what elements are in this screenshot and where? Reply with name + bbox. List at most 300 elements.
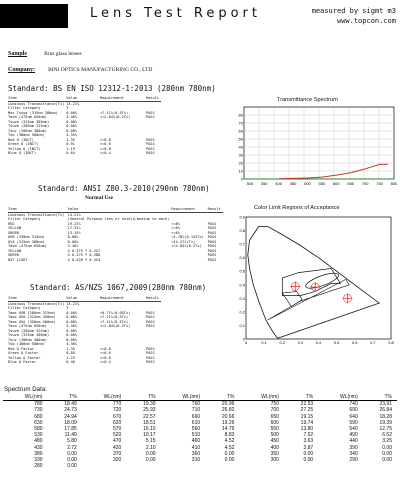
- x-tick-label: 0.7: [370, 340, 376, 345]
- x-tick-label: 650: [347, 181, 355, 186]
- y-tick-label: 0.6: [239, 255, 245, 261]
- spectrum-cell: [318, 463, 363, 469]
- table-cell: 0.64: [66, 151, 75, 155]
- table-cell: <=2.84%(0.2Tv): [99, 115, 131, 119]
- spectrum-column-header: T%: [48, 394, 82, 401]
- spectrum-cell: 600: [270, 419, 279, 426]
- y-tick-label: 0.3: [239, 295, 245, 301]
- spectrum-column-header: T%: [205, 394, 239, 401]
- table-cell: <14.27%(Tv): [171, 239, 196, 244]
- spectrum-cell: 0.00: [67, 450, 77, 457]
- table-cell: 0.00%: [66, 328, 78, 333]
- table-cell: PASS: [145, 142, 155, 146]
- table-cell: Blue Q Factor: [8, 360, 37, 364]
- table-cell: <7.11%(0.5Tv): [99, 315, 129, 319]
- table-cell: <0.71%(0.05Tv): [99, 310, 131, 315]
- table-cell: Tsuva (315nm 380nm): [8, 119, 50, 124]
- spectrum-cell: 570: [113, 426, 122, 433]
- table-cell: Luminous Transmittance(Tv): [8, 212, 65, 217]
- spectrum-data-title: Spectrum Data:: [4, 386, 47, 393]
- spectrum-cell: 6.52: [382, 432, 392, 439]
- spectrum-cell: 550: [270, 426, 279, 433]
- x-tick-label: 0.5: [333, 340, 340, 345]
- table-cell: >=6%: [171, 230, 181, 235]
- table-cell: Tmva (475nm 650nm): [8, 324, 47, 328]
- table-cell: Tsuv (280nm 400nm): [8, 337, 47, 342]
- section1-header-cell: Item: [8, 96, 66, 101]
- table-cell: Green Q Factor: [8, 351, 39, 355]
- spectrum-cell: 0.00: [303, 450, 314, 457]
- spectrum-cell: 540: [349, 426, 358, 433]
- table-cell: Tsuvb (280nm 315nm): [8, 124, 50, 128]
- section2-header-cell: Item: [8, 207, 68, 212]
- spectrum-row: [3, 401, 397, 408]
- spectrum-cell: 20.96: [221, 401, 235, 408]
- sample-label: Sample: [8, 51, 28, 57]
- x-tick-label: 0.2: [279, 340, 286, 345]
- spectrum-cell: 500: [270, 432, 279, 439]
- section3-header-cell: Value: [66, 296, 100, 301]
- spectrum-cell: 590: [349, 419, 358, 426]
- x-tick-label: 300: [246, 181, 254, 186]
- spectrum-cell: 630: [34, 419, 43, 426]
- table-cell: X 0.428 Y 0.424: [67, 257, 101, 262]
- table-cell: Tsuvb (280nm 315nm): [8, 328, 50, 333]
- spectrum-cell: 360: [191, 450, 201, 457]
- table-cell: 0.00%: [66, 310, 78, 315]
- section2-table: [8, 207, 223, 262]
- table-cell: 1.35: [66, 346, 75, 351]
- spectrum-cell: 18.51: [143, 419, 156, 426]
- x-tick-label: 0.1: [261, 340, 267, 345]
- spectrum-cell: 14.79: [221, 426, 235, 433]
- spectrum-cell: 350: [270, 450, 279, 457]
- x-tick-label: 400: [275, 181, 282, 186]
- spectrum-cell: 460: [191, 438, 201, 445]
- section2-header-cell: Value: [68, 207, 172, 212]
- spectrum-cell: 490: [349, 432, 358, 439]
- spectrum-column-header: WL(nm): [3, 394, 48, 401]
- spectrum-cell: 24.73: [64, 407, 77, 414]
- spectrum-cell: 2.72: [67, 444, 77, 451]
- table-cell: (General Purpose lens or shield,medium to dark): [67, 217, 170, 221]
- table-cell: Luminous Transmittance(Tv): [8, 301, 65, 306]
- table-cell: Max Tsuva (315nm 380nm): [8, 110, 58, 115]
- spectrum-row: [3, 463, 397, 469]
- spectrum-cell: 310: [191, 457, 201, 464]
- spectrum-cell: 650: [270, 413, 279, 420]
- colour-limit-chart: [232, 214, 398, 349]
- table-cell: 0.00%: [66, 319, 78, 324]
- table-cell: PASS: [145, 346, 155, 351]
- spectrum-cell: 22.53: [300, 401, 314, 408]
- x-tick-label: 700: [361, 181, 369, 186]
- section1-header-cell: Requirement: [100, 96, 146, 101]
- table-cell: 13.15%: [67, 230, 81, 235]
- x-tick-label: 350: [260, 181, 268, 186]
- table-cell: 19.23%: [67, 221, 81, 226]
- section2-subtitle: Normal Use: [85, 195, 113, 201]
- spectrum-cell: 740: [349, 401, 358, 408]
- table-cell: 14.21%: [66, 301, 80, 306]
- spectrum-cell: [82, 463, 127, 469]
- spectrum-column-header: WL(nm): [239, 394, 284, 401]
- section3-header-cell: Requirement: [100, 296, 146, 301]
- table-cell: X 0.375 Y 0.427: [67, 248, 101, 253]
- spectrum-cell: 0.00: [145, 457, 156, 464]
- table-cell: 14.21%: [66, 101, 80, 106]
- table-cell: YELLOW: [8, 226, 21, 230]
- spectrum-cell: [161, 463, 206, 469]
- table-cell: GREEN: [8, 230, 19, 235]
- spectrum-column-header: T%: [284, 394, 318, 401]
- table-cell: 1.35: [66, 137, 75, 142]
- y-tick-label: 10: [238, 168, 243, 174]
- y-tick-label: 0.1: [239, 322, 245, 328]
- table-cell: 1.23: [66, 355, 75, 360]
- x-tick-label: 550: [318, 181, 326, 186]
- y-tick-label: 40: [238, 144, 243, 150]
- table-cell: 14.21%: [67, 212, 81, 217]
- table-cell: 0.00%: [66, 110, 78, 115]
- table-cell: <1.78%(0.125Tv): [171, 235, 204, 239]
- spectrum-cell: 18.49: [64, 401, 77, 408]
- spectrum-cell: 750: [270, 401, 279, 408]
- spectrum-cell: 19.15: [300, 413, 314, 420]
- header-right: [312, 6, 396, 26]
- table-cell: UVB (290nm 315nm): [8, 235, 45, 239]
- table-cell: Tmax UVA (350nm 400nm): [8, 319, 56, 324]
- x-tick-label: 800: [390, 181, 397, 186]
- table-cell: PASS: [145, 137, 155, 142]
- table-cell: 0.00%: [67, 235, 79, 239]
- table-cell: YELLOW: [8, 248, 21, 253]
- table-cell: PASS: [145, 319, 155, 324]
- spectrum-cell: 680: [34, 413, 43, 420]
- table-cell: <=2.84%(0.2Tv): [99, 324, 131, 328]
- table-cell: 0.48: [66, 360, 75, 364]
- spectrum-cell: 480: [34, 438, 43, 445]
- table-cell: Tmva (475nm 650nm): [8, 115, 47, 119]
- spectrum-cell: 610: [191, 419, 201, 426]
- spectrum-cell: 450: [270, 438, 279, 445]
- section1-table: [8, 96, 223, 156]
- table-cell: >=0.8: [99, 355, 111, 360]
- table-cell: 0.85: [66, 351, 75, 355]
- table-cell: 0.00%: [66, 124, 78, 128]
- table-cell: UVA (315nm 380nm): [8, 239, 45, 244]
- spectrum-cell: 430: [34, 444, 43, 451]
- table-cell: Filter Category: [8, 106, 41, 110]
- company-label: Company:: [8, 67, 36, 73]
- spectrum-cell: 20.66: [221, 413, 235, 420]
- table-cell: Yellow Q (INCT): [8, 146, 41, 151]
- table-cell: Tsb (380nm 500nm): [8, 133, 45, 137]
- y-tick-label: 20: [238, 160, 243, 166]
- table-cell: Filter Category: [8, 217, 41, 221]
- table-cell: >=0.8: [99, 346, 111, 351]
- x-tick-label: 600: [332, 181, 340, 186]
- spectrum-cell: [284, 463, 318, 469]
- spectrum-cell: 0.00: [382, 457, 392, 464]
- spectrum-column-header: WL(nm): [318, 394, 363, 401]
- spectrum-cell: 400: [270, 444, 279, 451]
- x-tick-label: 0.3: [297, 340, 304, 345]
- table-cell: Blue Q (INCT): [8, 151, 37, 155]
- table-cell: <7.11%(0.5Tv): [99, 319, 129, 324]
- table-cell: Tsuv (280nm 380nm): [8, 128, 47, 133]
- spectrum-cell: 690: [349, 407, 358, 414]
- table-cell: >=0.6: [99, 142, 111, 146]
- spectrum-cell: 0.00: [67, 457, 77, 464]
- sample-value: Brus glass lenses: [44, 51, 82, 57]
- y-tick-label: 0.5: [239, 268, 245, 274]
- table-cell: <=2.84%(0.2Tv): [171, 244, 202, 248]
- spectrum-cell: 26.82: [221, 407, 235, 414]
- spectrum-data-table: [3, 394, 397, 469]
- spectrum-cell: 19.39: [379, 419, 392, 426]
- table-cell: 0.00%: [66, 315, 78, 319]
- table-cell: 17.32%: [67, 226, 81, 230]
- table-cell: PASS: [145, 115, 155, 119]
- table-cell: PASS: [207, 235, 217, 239]
- spectrum-cell: 0.00: [67, 463, 77, 470]
- table-cell: Filter Category: [8, 306, 41, 310]
- table-row: [8, 151, 161, 156]
- colour-chart-title: Color Limit Regions of Acceptance: [254, 205, 340, 211]
- x-tick-label: 0.6: [351, 340, 358, 345]
- table-cell: PASS: [145, 351, 155, 355]
- spectrum-cell: 16.10: [143, 426, 156, 433]
- company-line: [8, 56, 152, 75]
- spectrum-cell: 18.28: [379, 413, 392, 420]
- spectrum-cell: 330: [34, 457, 43, 464]
- table-cell: Tmax UVB (280nm 315nm): [8, 310, 56, 315]
- spectrum-cell: 470: [113, 438, 122, 445]
- table-cell: 3.46%: [67, 244, 79, 248]
- table-cell: PASS: [145, 355, 155, 360]
- spectrum-cell: 13.80: [300, 426, 314, 433]
- table-cell: >=0.6: [99, 351, 111, 355]
- spectrum-cell: 0.00: [382, 450, 392, 457]
- spectrum-chart-title: Transmittance Spectrum: [277, 97, 338, 103]
- y-tick-label: 0: [242, 336, 245, 342]
- spectrum-cell: 730: [34, 407, 43, 414]
- table-cell: Yellow Q Factor: [8, 355, 41, 360]
- table-cell: 0.00%: [66, 128, 78, 133]
- spectrum-cell: 760: [191, 401, 201, 408]
- section3-table: [8, 296, 223, 365]
- spectrum-cell: 19.74: [300, 419, 314, 426]
- spectrum-cell: [126, 463, 160, 469]
- logo-block: [0, 4, 68, 28]
- spectrum-cell: 660: [191, 413, 201, 420]
- table-row: [8, 360, 161, 365]
- company-value: BINI OPTICS MANUFACTURING CO., LTD: [48, 67, 153, 73]
- spectrum-cell: 4.52: [224, 438, 235, 445]
- spectrum-cell: 510: [191, 432, 201, 439]
- x-tick-label: 0.8: [388, 340, 394, 345]
- section1-header-cell: Result: [146, 96, 161, 101]
- spectrum-cell: 3.25: [382, 438, 392, 445]
- table-cell: 3.46%: [66, 324, 78, 328]
- table-cell: 0.91: [66, 142, 75, 146]
- spectrum-cell: 720: [113, 407, 122, 414]
- measured-by: measured by sigmt m3: [311, 7, 396, 15]
- table-cell: <7.11%(0.5Tv): [99, 110, 129, 115]
- spectrum-cell: 4.52: [224, 444, 235, 451]
- table-cell: PASS: [207, 230, 217, 235]
- table-cell: GREEN: [8, 253, 19, 257]
- spectrum-cell: 17.85: [64, 426, 77, 433]
- spectrum-cell: 11.49: [64, 432, 77, 439]
- spectrum-cell: 770: [113, 401, 122, 408]
- section1-title: Standard: BS EN ISO 12312-1:2013 (280nm 780nm): [8, 84, 216, 93]
- spectrum-cell: 640: [349, 413, 358, 420]
- y-tick-label: 0.2: [239, 309, 245, 315]
- x-tick-label: 500: [304, 181, 311, 186]
- table-cell: 3: [66, 106, 69, 110]
- spectrum-cell: 12.75: [379, 426, 392, 433]
- spectrum-cell: 670: [113, 413, 122, 420]
- table-cell: Red Q Factor: [8, 346, 34, 351]
- spectrum-cell: 440: [349, 438, 358, 445]
- table-cell: Luminous Transmittance(Tv): [8, 101, 65, 106]
- table-cell: 0.00%: [66, 333, 78, 337]
- table-cell: 0.00%: [67, 239, 79, 244]
- y-tick-label: 0.8: [239, 228, 245, 234]
- table-cell: PASS: [145, 315, 155, 319]
- table-cell: PASS: [145, 110, 155, 115]
- spectrum-cell: 0.00: [303, 457, 314, 464]
- spectrum-cell: 5.15: [145, 438, 156, 445]
- spectrum-cell: 370: [113, 450, 122, 457]
- spectrum-column-header: WL(nm): [82, 394, 127, 401]
- spectrum-cell: 530: [34, 432, 43, 439]
- spectrum-column-header: T%: [363, 394, 397, 401]
- spectrum-cell: 520: [113, 432, 122, 439]
- table-cell: DAY LIGHT: [8, 257, 28, 262]
- report-title: Lens Test Report: [90, 6, 261, 21]
- spectrum-cell: 0.00: [145, 450, 156, 457]
- table-cell: RED: [8, 221, 15, 226]
- spectrum-cell: 26.84: [379, 407, 392, 414]
- spectrum-cell: [239, 463, 284, 469]
- table-cell: PASS: [145, 146, 155, 151]
- table-cell: 0.00%: [66, 119, 78, 124]
- spectrum-cell: 10.17: [143, 432, 156, 439]
- table-row: [8, 258, 223, 263]
- y-tick-label: 0: [240, 176, 243, 182]
- table-cell: 0.00%: [66, 337, 78, 342]
- section3-title: Standard: AS/NZS 1067,2009(280nm 780nm): [30, 283, 207, 292]
- x-tick-label: 0: [244, 340, 248, 345]
- spectrum-cell: 19.39: [143, 401, 156, 408]
- spectrum-cell: 290: [349, 457, 358, 464]
- table-cell: X 0.275 Y 0.388: [67, 253, 101, 257]
- section2-title: Standard: ANSI Z80.3-2010(290nm 780nm): [38, 184, 210, 193]
- table-cell: Red Q (INCT): [8, 137, 34, 142]
- spectrum-cell: 5.80: [67, 438, 77, 445]
- table-cell: PASS: [145, 151, 155, 155]
- spectrum-cell: 580: [34, 426, 43, 433]
- table-cell: >=0.4: [99, 360, 111, 364]
- spectrum-column-header: T%: [126, 394, 160, 401]
- y-tick-label: 0.7: [239, 241, 245, 247]
- section2-header-cell: Result: [208, 207, 223, 212]
- table-cell: PASS: [145, 360, 155, 364]
- table-cell: [171, 258, 207, 263]
- table-cell: 3.46%: [66, 115, 78, 119]
- spectrum-column-header: WL(nm): [161, 394, 206, 401]
- table-cell: >=8%: [171, 221, 181, 226]
- report-header: [0, 0, 400, 33]
- y-tick-label: 0.4: [239, 282, 245, 288]
- y-tick-label: 70: [238, 120, 243, 126]
- spectrum-cell: 710: [191, 407, 201, 414]
- table-cell: PASS: [207, 221, 217, 226]
- spectrum-cell: 560: [191, 426, 201, 433]
- spectrum-cell: [363, 463, 397, 469]
- spectrum-cell: 380: [34, 450, 43, 457]
- table-cell: PASS: [145, 324, 155, 328]
- section3-header-cell: Result: [146, 296, 161, 301]
- table-cell: 1.19: [66, 146, 75, 151]
- table-cell: PASS: [207, 253, 217, 257]
- spectrum-cell: 27.25: [300, 407, 314, 414]
- section1-header-cell: Value: [66, 96, 100, 101]
- y-tick-label: 30: [238, 152, 243, 158]
- table-cell: PASS: [145, 310, 155, 315]
- spectrum-cell: 19.26: [221, 419, 235, 426]
- spectrum-cell: 620: [113, 419, 122, 426]
- spectrum-cell: 300: [270, 457, 279, 464]
- table-cell: Green Q (INCT): [8, 142, 39, 146]
- spectrum-cell: 3.87: [303, 444, 314, 451]
- spectrum-cell: 700: [270, 407, 279, 414]
- spectrum-cell: 25.93: [143, 407, 156, 414]
- table-cell: >=0.4: [99, 151, 111, 155]
- spectrum-cell: 420: [113, 444, 122, 451]
- spectrum-cell: 8.83: [224, 432, 235, 439]
- table-cell: Tmax UVA (315nm 350nm): [8, 315, 56, 319]
- table-cell: PASS: [207, 244, 217, 248]
- spectrum-cell: 3.63: [303, 438, 314, 445]
- section2-header-cell: Requirement: [171, 207, 207, 212]
- spectrum-cell: 0.00: [224, 450, 235, 457]
- table-cell: 4.36%: [66, 342, 78, 346]
- spectrum-cell: 280: [34, 463, 43, 470]
- table-cell: Tmva (475nm 650nm): [8, 244, 47, 248]
- spectrum-cell: [205, 463, 239, 469]
- table-cell: >=0.8: [99, 146, 111, 151]
- spectrum-cell: 410: [191, 444, 201, 451]
- plot-frame: [246, 217, 391, 339]
- table-cell: 4.35%: [66, 133, 78, 137]
- x-tick-label: 450: [289, 181, 297, 186]
- spectrum-chart: [232, 105, 397, 190]
- x-tick-label: 0.4: [315, 340, 322, 345]
- spectrum-cell: 340: [349, 450, 358, 457]
- spectrum-cell: 7.52: [303, 432, 314, 439]
- section3-header-cell: Item: [8, 296, 66, 301]
- table-cell: Tsuva (315nm 400nm): [8, 333, 50, 337]
- table-cell: Tsb (400nm 500nm): [8, 342, 45, 346]
- spectrum-cell: 780: [34, 401, 43, 408]
- spectrum-cell: 22.57: [143, 413, 156, 420]
- y-tick-label: 50: [238, 136, 243, 142]
- spectrum-cell: 0.00: [224, 457, 235, 464]
